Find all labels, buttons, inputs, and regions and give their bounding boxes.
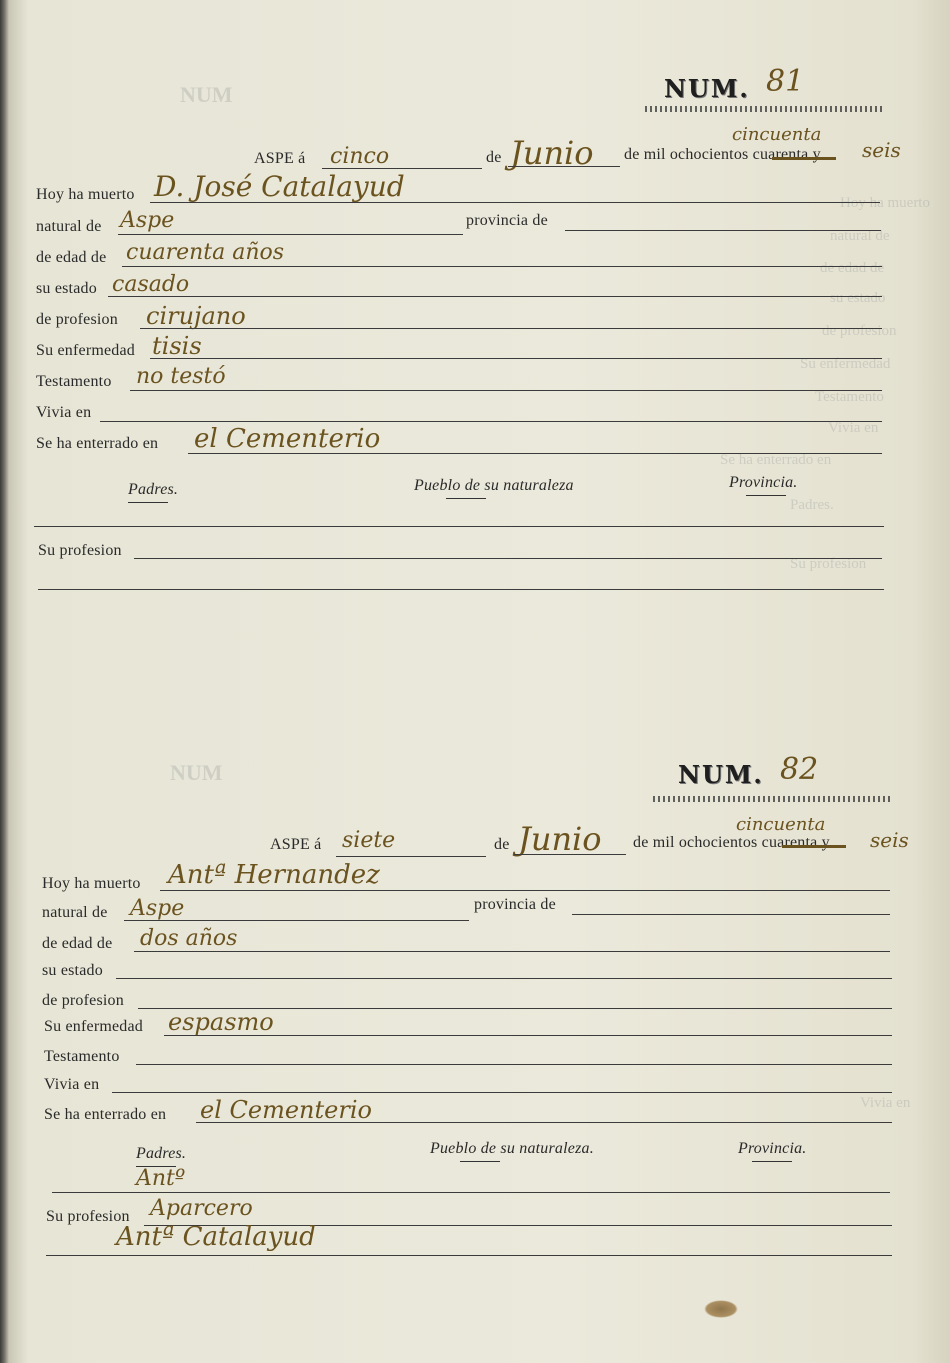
province-heading-underline [752, 1161, 792, 1162]
burial-line [188, 453, 882, 454]
parents-profession-label: Su profesion [38, 542, 122, 559]
deceased-name: D. José Catalayud [154, 170, 405, 203]
natural-label: natural de [42, 904, 108, 921]
illness-line [150, 358, 882, 359]
will-label: Testamento [36, 373, 112, 390]
parents-heading: Padres. [128, 481, 179, 498]
year-correction: cincuenta [736, 814, 826, 835]
civil-status-line [108, 296, 882, 297]
de-label: de [494, 836, 510, 853]
place-label: ASPE á [254, 150, 306, 167]
extra-line [46, 1255, 892, 1256]
bleed-through-text: Vivia en [828, 420, 879, 436]
bleed-through-num: NUM [180, 82, 233, 107]
natural-line [124, 920, 469, 921]
bleed-through-text: de profesion [822, 323, 897, 339]
month-value: Junio [510, 134, 594, 172]
year-strikethrough [782, 845, 846, 848]
parents-value: Antº [136, 1166, 186, 1191]
burial-label: Se ha enterrado en [36, 435, 159, 452]
natural-label: natural de [36, 218, 102, 235]
deceased-label: Hoy ha muerto [36, 186, 135, 203]
civil-status-label: su estado [36, 280, 97, 297]
parents-heading: Padres. [136, 1145, 187, 1162]
profession-label: de profesion [42, 992, 124, 1009]
day-line [322, 168, 482, 169]
parents-profession-line [134, 558, 882, 559]
bleed-through-num: NUM [170, 760, 223, 785]
age-line [134, 951, 890, 952]
age-label: de edad de [42, 935, 113, 952]
will-label: Testamento [44, 1048, 120, 1065]
parents-line [52, 1192, 890, 1193]
provincia-label: provincia de [466, 212, 548, 229]
bleed-through-text: Se ha enterrado en [720, 452, 832, 468]
number-underline [645, 106, 885, 112]
burial-value: el Cementerio [200, 1096, 372, 1124]
bleed-through-text: Su enfermedad [800, 356, 891, 372]
profession-value: cirujano [146, 302, 246, 330]
day-value: siete [342, 828, 396, 853]
de-label: de [486, 149, 502, 166]
hometown-heading-underline [460, 1161, 500, 1162]
bleed-through-text: Vivia en [860, 1095, 911, 1111]
profession-line [140, 328, 882, 329]
natural-value: Aspe [130, 896, 185, 921]
year-correction: cincuenta [732, 124, 822, 145]
residence-line [112, 1092, 892, 1093]
bleed-through-text: su estado [830, 290, 886, 306]
province-heading: Provincia. [738, 1140, 807, 1157]
record-number-label: NUM. [678, 760, 764, 789]
burial-value: el Cementerio [194, 424, 381, 454]
deceased-name: Antª Hernandez [168, 860, 380, 890]
illness-label: Su enfermedad [44, 1018, 144, 1035]
hometown-heading: Pueblo de su naturaleza. [430, 1140, 594, 1157]
month-value: Junio [518, 820, 602, 858]
deceased-line [160, 890, 890, 891]
deceased-line [150, 202, 880, 203]
residence-label: Vivia en [44, 1076, 100, 1093]
record-number-value: 82 [780, 752, 819, 787]
burial-label: Se ha enterrado en [44, 1106, 167, 1123]
bleed-through-text: natural de [830, 228, 890, 244]
day-value: cinco [330, 144, 390, 169]
province-heading: Provincia. [729, 474, 798, 491]
year-printed: de mil ochocientos cuarenta y [633, 834, 830, 851]
parents-profession-value: Aparcero [150, 1196, 253, 1221]
month-line [514, 854, 626, 855]
extra-line [38, 589, 884, 590]
year-unit: seis [862, 138, 901, 162]
will-line [130, 390, 882, 391]
parents-profession-label: Su profesion [46, 1208, 130, 1225]
bleed-through-text: de edad de [820, 260, 885, 276]
age-line [122, 266, 882, 267]
hometown-heading-underline [446, 498, 486, 499]
month-line [508, 166, 620, 167]
year-unit: seis [870, 828, 909, 852]
deceased-label: Hoy ha muerto [42, 875, 141, 892]
provincia-line [565, 230, 881, 231]
extra-line-value: Antª Catalayud [116, 1222, 316, 1252]
age-value: dos años [140, 926, 238, 951]
illness-value: tisis [152, 332, 202, 360]
hometown-heading: Pueblo de su naturaleza [414, 477, 574, 494]
year-printed: de mil ochocientos cuarenta y [624, 146, 821, 163]
provincia-line [572, 914, 890, 915]
age-value: cuarenta años [126, 240, 285, 265]
natural-value: Aspe [120, 208, 175, 233]
illness-line [164, 1035, 892, 1036]
place-label: ASPE á [270, 836, 322, 853]
bleed-through-text: Hoy ha muerto [840, 195, 930, 211]
record-number-value: 81 [766, 64, 805, 99]
bleed-through-text: Testamento [815, 389, 884, 405]
civil-status-value: casado [112, 272, 190, 297]
natural-line [118, 234, 463, 235]
record-number-label: NUM. [664, 74, 750, 103]
province-heading-underline [746, 495, 786, 496]
residence-label: Vivia en [36, 404, 92, 421]
day-line [336, 856, 486, 857]
profession-label: de profesion [36, 311, 118, 328]
civil-status-line [116, 978, 892, 979]
age-label: de edad de [36, 249, 107, 266]
burial-line [196, 1122, 892, 1123]
year-strikethrough [772, 157, 836, 160]
residence-line [100, 421, 882, 422]
will-line [136, 1064, 892, 1065]
number-underline [653, 796, 893, 802]
bleed-through-text: Padres. [790, 497, 834, 513]
will-value: no testó [136, 364, 226, 389]
illness-label: Su enfermedad [36, 342, 136, 359]
provincia-label: provincia de [474, 896, 556, 913]
parents-line [34, 526, 884, 527]
illness-value: espasmo [168, 1008, 274, 1036]
bleed-through-text: Su profesion [790, 556, 867, 572]
civil-status-label: su estado [42, 962, 103, 979]
parents-heading-underline [128, 502, 168, 503]
ink-stain [704, 1300, 738, 1318]
